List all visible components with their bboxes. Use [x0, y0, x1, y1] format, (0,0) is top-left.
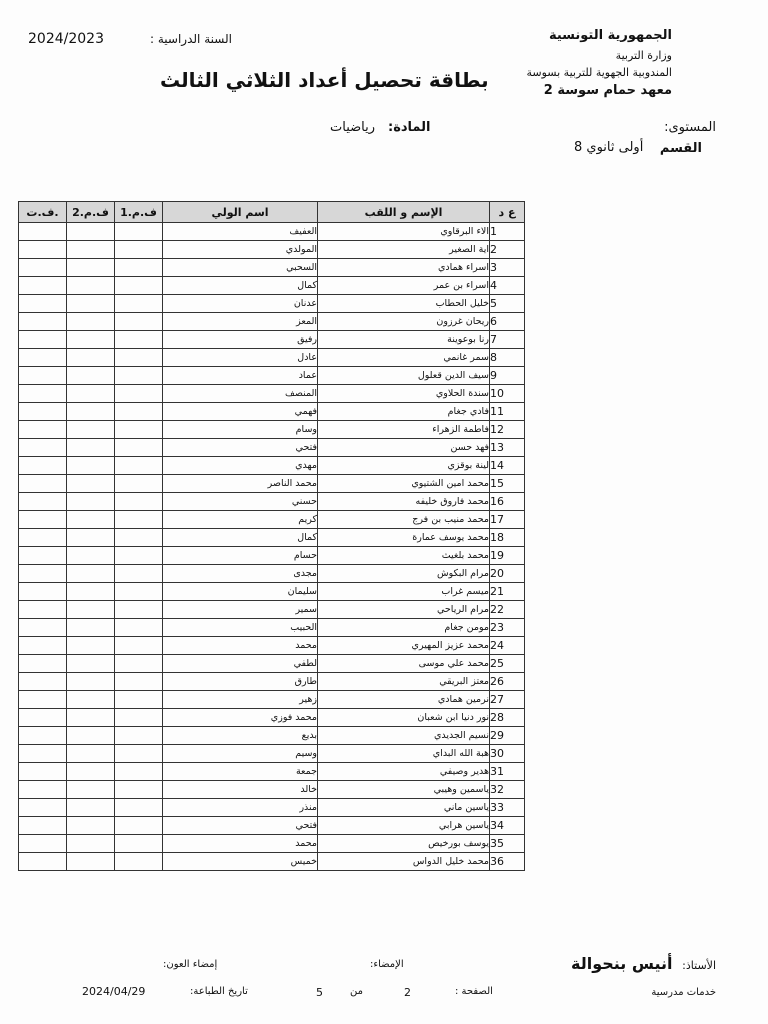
- grade-cell-fm1: [115, 349, 163, 367]
- grade-cell-ft: [19, 835, 67, 853]
- page-title: بطاقة تحصيل أعداد الثلاثي الثالث: [160, 68, 489, 92]
- grade-cell-ft: [19, 421, 67, 439]
- student-name-cell: محمد خليل الدواس: [318, 853, 490, 871]
- grade-cell-fm2: [67, 511, 115, 529]
- grade-cell-ft: [19, 367, 67, 385]
- grade-cell-ft: [19, 223, 67, 241]
- grade-cell-fm2: [67, 547, 115, 565]
- grade-cell-fm2: [67, 655, 115, 673]
- student-name-cell: مرام البكوش: [318, 565, 490, 583]
- grade-cell-fm2: [67, 745, 115, 763]
- grade-cell-fm1: [115, 565, 163, 583]
- grade-cell-ft: [19, 385, 67, 403]
- grade-cell-ft: [19, 439, 67, 457]
- professor-name: أنيس بنحوالة: [571, 954, 673, 973]
- grade-cell-fm1: [115, 421, 163, 439]
- grade-cell-fm2: [67, 241, 115, 259]
- table-row: [19, 565, 525, 583]
- guardian-cell: محمد فوزي: [163, 709, 318, 727]
- table-row: [19, 763, 525, 781]
- student-name-cell: اية الصغير: [318, 241, 490, 259]
- guardian-cell: وسام: [163, 421, 318, 439]
- grade-cell-fm2: [67, 529, 115, 547]
- student-name-cell: رنا بوعوينة: [318, 331, 490, 349]
- table-row: [19, 295, 525, 313]
- grade-cell-fm1: [115, 835, 163, 853]
- table-row: [19, 619, 525, 637]
- header-col-num: ع د: [490, 202, 525, 223]
- grade-cell-fm2: [67, 691, 115, 709]
- table-row: [19, 781, 525, 799]
- guardian-cell: كمال: [163, 277, 318, 295]
- grade-cell-fm2: [67, 439, 115, 457]
- table-row: [19, 313, 525, 331]
- guardian-cell: المعز: [163, 313, 318, 331]
- regional-directorate: المندوبية الجهوية للتربية بسوسة: [526, 66, 672, 79]
- table-row: [19, 259, 525, 277]
- table-row: [19, 637, 525, 655]
- grade-cell-fm1: [115, 331, 163, 349]
- row-number-cell: 11: [490, 403, 525, 421]
- row-number-cell: 6: [490, 313, 525, 331]
- student-name-cell: لينة بوقزي: [318, 457, 490, 475]
- row-number-cell: 33: [490, 799, 525, 817]
- institution-header: [527, 28, 673, 98]
- grade-cell-fm1: [115, 655, 163, 673]
- grade-cell-fm1: [115, 223, 163, 241]
- table-row: [19, 223, 525, 241]
- grade-cell-ft: [19, 781, 67, 799]
- grade-cell-fm2: [67, 835, 115, 853]
- school-name: معهد حمام سوسة 2: [543, 83, 672, 98]
- grade-cell-fm2: [67, 709, 115, 727]
- print-date-label: تاريخ الطباعة:: [190, 986, 248, 997]
- grade-cell-ft: [19, 547, 67, 565]
- student-name-cell: يوسف بورخيص: [318, 835, 490, 853]
- student-name-cell: نسيم الجديدي: [318, 727, 490, 745]
- row-number-cell: 32: [490, 781, 525, 799]
- grade-cell-fm2: [67, 727, 115, 745]
- signature-label: الإمضاء:: [370, 959, 404, 970]
- subject-label: المادة:: [388, 120, 431, 135]
- grade-cell-fm2: [67, 223, 115, 241]
- guardian-cell: سمير: [163, 601, 318, 619]
- grade-cell-ft: [19, 241, 67, 259]
- student-name-cell: محمد منيب بن فرج: [318, 511, 490, 529]
- row-number-cell: 15: [490, 475, 525, 493]
- guardian-cell: عماد: [163, 367, 318, 385]
- row-number-cell: 24: [490, 637, 525, 655]
- grade-cell-fm2: [67, 853, 115, 871]
- student-name-cell: محمد فاروق خليفه: [318, 493, 490, 511]
- grade-cell-ft: [19, 691, 67, 709]
- guardian-cell: العفيف: [163, 223, 318, 241]
- row-number-cell: 25: [490, 655, 525, 673]
- row-number-cell: 10: [490, 385, 525, 403]
- guardian-cell: فتحي: [163, 439, 318, 457]
- grade-cell-fm1: [115, 511, 163, 529]
- row-number-cell: 29: [490, 727, 525, 745]
- grade-cell-fm2: [67, 601, 115, 619]
- guardian-cell: حسام: [163, 547, 318, 565]
- guardian-cell: كريم: [163, 511, 318, 529]
- table-row: [19, 439, 525, 457]
- student-name-cell: فهد حسن: [318, 439, 490, 457]
- guardian-cell: السحبي: [163, 259, 318, 277]
- grade-cell-fm2: [67, 763, 115, 781]
- row-number-cell: 13: [490, 439, 525, 457]
- table-row: [19, 799, 525, 817]
- grades-table: [18, 201, 525, 871]
- row-number-cell: 31: [490, 763, 525, 781]
- grade-cell-ft: [19, 403, 67, 421]
- grade-cell-ft: [19, 655, 67, 673]
- page-of-label: من: [350, 986, 363, 997]
- table-row: [19, 385, 525, 403]
- grade-cell-fm1: [115, 475, 163, 493]
- table-row: [19, 529, 525, 547]
- table-row: [19, 331, 525, 349]
- grade-cell-fm2: [67, 295, 115, 313]
- table-row: [19, 421, 525, 439]
- row-number-cell: 14: [490, 457, 525, 475]
- school-year-value: 2024/2023: [28, 31, 104, 47]
- student-name-cell: محمد يوسف عمارة: [318, 529, 490, 547]
- grade-cell-ft: [19, 259, 67, 277]
- student-name-cell: ياسمين وهيبي: [318, 781, 490, 799]
- guardian-cell: وسيم: [163, 745, 318, 763]
- grade-cell-ft: [19, 637, 67, 655]
- page-label: الصفحة :: [455, 986, 493, 997]
- grade-cell-fm1: [115, 529, 163, 547]
- table-row: [19, 745, 525, 763]
- guardian-cell: خميس: [163, 853, 318, 871]
- grade-cell-fm2: [67, 313, 115, 331]
- grade-cell-fm1: [115, 781, 163, 799]
- subject-value: رياضيات: [330, 120, 376, 135]
- student-name-cell: هبة الله البداي: [318, 745, 490, 763]
- grade-cell-fm2: [67, 403, 115, 421]
- table-row: [19, 727, 525, 745]
- student-name-cell: الاء البرقاوي: [318, 223, 490, 241]
- grade-cell-fm1: [115, 691, 163, 709]
- student-name-cell: ريحان غرزون: [318, 313, 490, 331]
- row-number-cell: 12: [490, 421, 525, 439]
- row-number-cell: 27: [490, 691, 525, 709]
- grade-cell-fm1: [115, 367, 163, 385]
- grade-cell-fm2: [67, 619, 115, 637]
- grade-cell-fm2: [67, 331, 115, 349]
- row-number-cell: 19: [490, 547, 525, 565]
- grade-cell-fm1: [115, 439, 163, 457]
- grade-cell-fm1: [115, 709, 163, 727]
- guardian-cell: طارق: [163, 673, 318, 691]
- row-number-cell: 16: [490, 493, 525, 511]
- student-name-cell: خليل الحطاب: [318, 295, 490, 313]
- row-number-cell: 1: [490, 223, 525, 241]
- guardian-cell: بديع: [163, 727, 318, 745]
- student-name-cell: مومن جغام: [318, 619, 490, 637]
- guardian-cell: عدنان: [163, 295, 318, 313]
- grade-cell-fm1: [115, 313, 163, 331]
- row-number-cell: 34: [490, 817, 525, 835]
- grade-cell-ft: [19, 799, 67, 817]
- row-number-cell: 28: [490, 709, 525, 727]
- guardian-cell: الحبيب: [163, 619, 318, 637]
- student-name-cell: هدير وصيفي: [318, 763, 490, 781]
- header-col-name: الإسم و اللقب: [318, 202, 490, 223]
- grade-cell-fm2: [67, 817, 115, 835]
- grade-cell-fm1: [115, 547, 163, 565]
- table-row: [19, 583, 525, 601]
- row-number-cell: 35: [490, 835, 525, 853]
- table-row: [19, 673, 525, 691]
- grade-cell-ft: [19, 565, 67, 583]
- table-row: [19, 817, 525, 835]
- grade-cell-ft: [19, 349, 67, 367]
- student-name-cell: فاطمة الزهراء: [318, 421, 490, 439]
- grade-cell-fm2: [67, 259, 115, 277]
- guardian-cell: مجدى: [163, 565, 318, 583]
- grade-cell-fm1: [115, 673, 163, 691]
- row-number-cell: 30: [490, 745, 525, 763]
- table-row: [19, 493, 525, 511]
- student-name-cell: فادي جغام: [318, 403, 490, 421]
- row-number-cell: 5: [490, 295, 525, 313]
- grade-cell-fm1: [115, 853, 163, 871]
- table-row: [19, 835, 525, 853]
- school-year-label: السنة الدراسية :: [150, 32, 232, 46]
- grade-cell-fm1: [115, 385, 163, 403]
- grade-cell-ft: [19, 331, 67, 349]
- grade-cell-ft: [19, 457, 67, 475]
- row-number-cell: 8: [490, 349, 525, 367]
- guardian-cell: فهمي: [163, 403, 318, 421]
- table-row: [19, 709, 525, 727]
- guardian-cell: كمال: [163, 529, 318, 547]
- grade-cell-fm1: [115, 259, 163, 277]
- guardian-cell: فتحي: [163, 817, 318, 835]
- row-number-cell: 23: [490, 619, 525, 637]
- grade-cell-ft: [19, 673, 67, 691]
- grade-cell-ft: [19, 709, 67, 727]
- grade-cell-ft: [19, 493, 67, 511]
- row-number-cell: 26: [490, 673, 525, 691]
- table-row: [19, 691, 525, 709]
- row-number-cell: 2: [490, 241, 525, 259]
- grade-cell-ft: [19, 727, 67, 745]
- table-row: [19, 241, 525, 259]
- grade-cell-fm2: [67, 385, 115, 403]
- header-col-guardian: اسم الولي: [163, 202, 318, 223]
- student-name-cell: نور دنيا ابن شعبان: [318, 709, 490, 727]
- guardian-cell: جمعة: [163, 763, 318, 781]
- grade-cell-ft: [19, 295, 67, 313]
- class-label: القسم: [659, 141, 702, 156]
- table-body: [19, 223, 525, 871]
- grade-cell-fm2: [67, 421, 115, 439]
- grade-cell-fm1: [115, 457, 163, 475]
- grade-cell-fm1: [115, 799, 163, 817]
- table-row: [19, 547, 525, 565]
- grade-cell-ft: [19, 511, 67, 529]
- grade-cell-fm2: [67, 367, 115, 385]
- grade-cell-fm2: [67, 475, 115, 493]
- student-name-cell: نرمين همادي: [318, 691, 490, 709]
- guardian-cell: محمد: [163, 637, 318, 655]
- header-col-fm2: ف.م.2: [67, 202, 115, 223]
- guardian-cell: حسني: [163, 493, 318, 511]
- header-col-ft: ف.ت.: [19, 202, 67, 223]
- table-row: [19, 475, 525, 493]
- grade-cell-fm1: [115, 277, 163, 295]
- row-number-cell: 21: [490, 583, 525, 601]
- grade-cell-ft: [19, 619, 67, 637]
- grade-cell-fm1: [115, 403, 163, 421]
- row-number-cell: 18: [490, 529, 525, 547]
- grade-cell-fm1: [115, 763, 163, 781]
- student-name-cell: محمد علي موسى: [318, 655, 490, 673]
- student-name-cell: ياسين هرابي: [318, 817, 490, 835]
- grade-cell-ft: [19, 529, 67, 547]
- grade-cell-ft: [19, 583, 67, 601]
- guardian-cell: مهدي: [163, 457, 318, 475]
- guardian-cell: سليمان: [163, 583, 318, 601]
- student-name-cell: اسراء بن عمر: [318, 277, 490, 295]
- guardian-cell: المنصف: [163, 385, 318, 403]
- grade-cell-ft: [19, 745, 67, 763]
- guardian-cell: عادل: [163, 349, 318, 367]
- grade-cell-fm2: [67, 583, 115, 601]
- student-name-cell: معتز البريقي: [318, 673, 490, 691]
- professor-label: الأستاذ:: [682, 959, 716, 972]
- table-row: [19, 601, 525, 619]
- student-name-cell: محمد عزيز المهيري: [318, 637, 490, 655]
- table-row: [19, 511, 525, 529]
- table-row: [19, 457, 525, 475]
- row-number-cell: 7: [490, 331, 525, 349]
- guardian-cell: لطفي: [163, 655, 318, 673]
- table-row: [19, 655, 525, 673]
- grade-cell-fm1: [115, 637, 163, 655]
- print-date: 2024/04/29: [82, 985, 146, 998]
- page-number: 2: [404, 986, 411, 999]
- row-number-cell: 36: [490, 853, 525, 871]
- grade-cell-fm2: [67, 781, 115, 799]
- student-name-cell: ياسين ماني: [318, 799, 490, 817]
- grade-cell-fm2: [67, 565, 115, 583]
- grade-cell-fm1: [115, 295, 163, 313]
- grade-cell-ft: [19, 817, 67, 835]
- guardian-cell: زهير: [163, 691, 318, 709]
- grade-cell-fm1: [115, 241, 163, 259]
- table-row: [19, 853, 525, 871]
- table-row: [19, 403, 525, 421]
- student-name-cell: محمد امين الشتيوي: [318, 475, 490, 493]
- grade-cell-fm1: [115, 583, 163, 601]
- student-name-cell: اسراء همادي: [318, 259, 490, 277]
- row-number-cell: 9: [490, 367, 525, 385]
- student-name-cell: سيف الدين قعلول: [318, 367, 490, 385]
- guardian-cell: خالد: [163, 781, 318, 799]
- guardian-cell: محمد: [163, 835, 318, 853]
- grade-cell-fm2: [67, 277, 115, 295]
- class-value: أولى ثانوي 8: [574, 140, 644, 155]
- guardian-cell: منذر: [163, 799, 318, 817]
- grade-cell-fm1: [115, 745, 163, 763]
- row-number-cell: 17: [490, 511, 525, 529]
- grade-cell-fm2: [67, 637, 115, 655]
- level-label: المستوى:: [664, 120, 716, 135]
- grade-cell-fm2: [67, 493, 115, 511]
- grade-cell-fm1: [115, 727, 163, 745]
- row-number-cell: 3: [490, 259, 525, 277]
- student-name-cell: سندة الحلاوي: [318, 385, 490, 403]
- grade-cell-ft: [19, 313, 67, 331]
- student-name-cell: محمد بلغيث: [318, 547, 490, 565]
- grade-cell-ft: [19, 475, 67, 493]
- grade-cell-fm1: [115, 493, 163, 511]
- grade-cell-fm1: [115, 817, 163, 835]
- grade-cell-fm1: [115, 601, 163, 619]
- grade-cell-fm2: [67, 457, 115, 475]
- table-row: [19, 349, 525, 367]
- student-name-cell: مرام الرياحي: [318, 601, 490, 619]
- guardian-cell: المولدي: [163, 241, 318, 259]
- row-number-cell: 4: [490, 277, 525, 295]
- school-services-label: خدمات مدرسية: [651, 987, 716, 998]
- ministry-name: وزارة التربية: [615, 49, 672, 62]
- guardian-cell: رفيق: [163, 331, 318, 349]
- grade-cell-ft: [19, 601, 67, 619]
- republic-name: الجمهورية التونسية: [548, 28, 672, 43]
- grade-cell-fm2: [67, 799, 115, 817]
- page-total: 5: [316, 986, 323, 999]
- grade-cell-fm2: [67, 673, 115, 691]
- header-col-fm1: ف.م.1: [115, 202, 163, 223]
- row-number-cell: 22: [490, 601, 525, 619]
- student-name-cell: ميسم غراب: [318, 583, 490, 601]
- grade-cell-ft: [19, 763, 67, 781]
- grade-cell-fm1: [115, 619, 163, 637]
- grade-cell-ft: [19, 277, 67, 295]
- table-row: [19, 277, 525, 295]
- grade-cell-ft: [19, 853, 67, 871]
- grade-cell-fm2: [67, 349, 115, 367]
- table-row: [19, 367, 525, 385]
- agent-signature-label: إمضاء العون:: [163, 959, 218, 970]
- row-number-cell: 20: [490, 565, 525, 583]
- guardian-cell: محمد الناصر: [163, 475, 318, 493]
- student-name-cell: سمر غانمي: [318, 349, 490, 367]
- table-header-row: [19, 202, 525, 223]
